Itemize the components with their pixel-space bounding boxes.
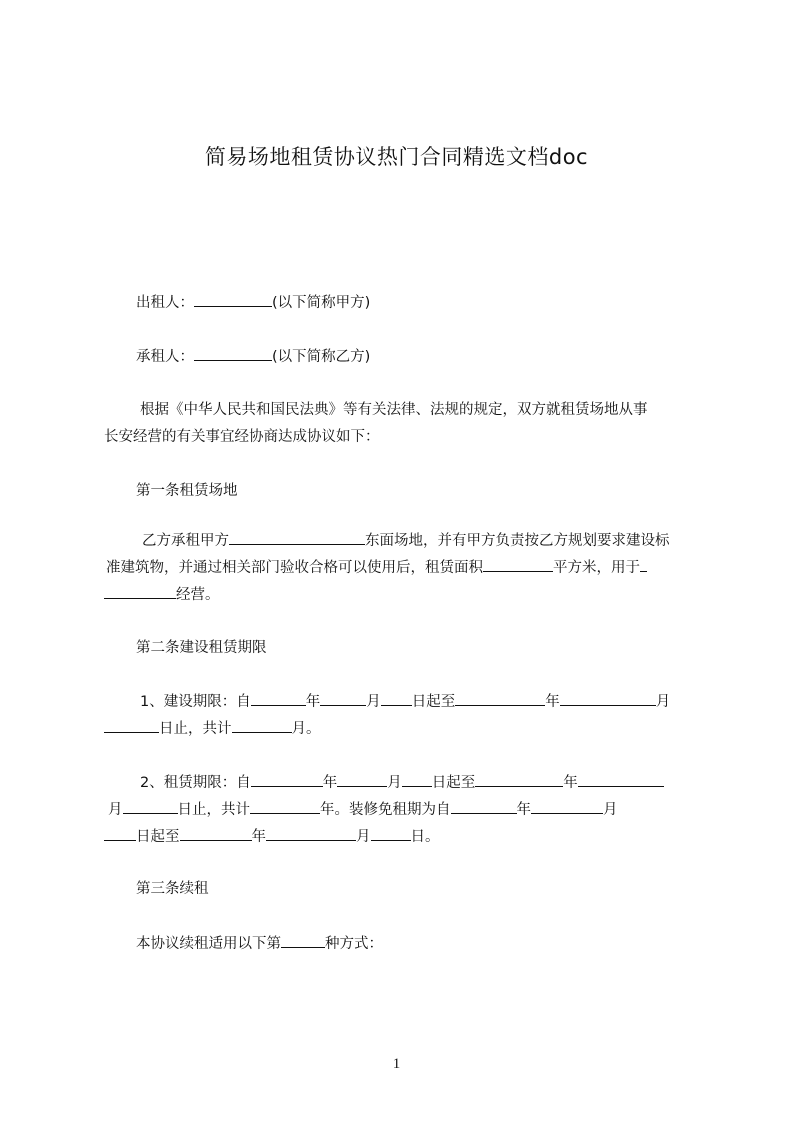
text: 乙方承租甲方 <box>142 533 229 549</box>
blank[interactable] <box>531 799 603 814</box>
option-blank[interactable] <box>281 933 325 948</box>
lessor-blank[interactable] <box>194 292 272 307</box>
area-blank[interactable] <box>483 557 553 572</box>
article-3-heading: 第三条续租 <box>136 881 209 897</box>
text: 月 <box>366 694 381 710</box>
clause-2-line-2 <box>108 799 618 820</box>
article-1-heading: 第一条租赁场地 <box>136 483 238 499</box>
article-3-line-1 <box>136 933 383 954</box>
blank[interactable] <box>232 718 292 733</box>
text: 日。 <box>410 829 440 845</box>
text: 年。装修免租期为自 <box>320 802 451 818</box>
blank[interactable] <box>337 772 387 787</box>
lessee-line <box>136 346 370 367</box>
text: 月 <box>356 829 371 845</box>
usage-blank[interactable] <box>104 584 176 599</box>
text: 年 <box>516 802 531 818</box>
blank[interactable] <box>229 530 365 545</box>
text: 月 <box>603 802 618 818</box>
text: 平方米，用于 <box>553 560 640 576</box>
blank[interactable] <box>104 826 136 841</box>
blank[interactable] <box>180 826 252 841</box>
text: 日起至 <box>431 775 476 791</box>
blank[interactable] <box>578 772 664 787</box>
blank[interactable] <box>320 691 366 706</box>
text: 日止，共计 <box>177 802 250 818</box>
lessor-line <box>136 292 370 313</box>
clause-2-line-3 <box>104 826 440 847</box>
document-title: 简易场地租赁协议热门合同精选文档doc <box>204 145 589 169</box>
text: 本协议续租适用以下第 <box>136 936 281 952</box>
blank[interactable] <box>123 799 178 814</box>
text: 日起至 <box>136 829 180 845</box>
blank[interactable] <box>381 691 412 706</box>
lessor-suffix: (以下简称甲方) <box>272 295 371 311</box>
clause-1-line-2 <box>104 718 321 739</box>
text: 日起至 <box>411 694 456 710</box>
lessee-blank[interactable] <box>194 346 272 361</box>
blank[interactable] <box>451 799 517 814</box>
blank[interactable] <box>475 772 563 787</box>
text: 月 <box>108 802 123 818</box>
blank[interactable] <box>104 718 159 733</box>
clause-1-line-1 <box>140 691 670 712</box>
blank[interactable] <box>402 772 432 787</box>
page-number: 1 <box>392 1056 401 1072</box>
lessee-suffix: (以下简称乙方) <box>272 349 371 365</box>
intro-line-1: 根据《中华人民共和国民法典》等有关法律、法规的规定，双方就租赁场地从事 <box>140 402 648 418</box>
article-1-line-3 <box>104 584 220 605</box>
blank[interactable] <box>455 691 545 706</box>
article-1-line-1 <box>142 530 670 551</box>
blank[interactable] <box>250 799 320 814</box>
text: 种方式： <box>325 936 383 952</box>
blank[interactable] <box>371 826 411 841</box>
text: 年 <box>545 694 560 710</box>
clause-2-line-1 <box>140 772 664 793</box>
article-1-line-2 <box>106 557 647 578</box>
text: 准建筑物，并通过相关部门验收合格可以使用后，租赁面积 <box>106 560 483 576</box>
text: 年 <box>322 775 338 791</box>
blank[interactable] <box>251 691 306 706</box>
text: 月 <box>387 775 402 791</box>
blank[interactable] <box>266 826 356 841</box>
text: 东面场地，并有甲方负责按乙方规划要求建设标 <box>365 533 670 549</box>
text: 经营。 <box>176 587 220 603</box>
text: 1、建设期限：自 <box>140 694 251 710</box>
text: 年 <box>563 775 578 791</box>
text: 月 <box>655 694 671 710</box>
intro-line-2: 长安经营的有关事宜经协商达成协议如下： <box>104 429 380 445</box>
blank[interactable] <box>251 772 323 787</box>
text: 年 <box>305 694 321 710</box>
blank[interactable] <box>560 691 656 706</box>
text: 2、租赁期限：自 <box>140 775 251 791</box>
lessee-label: 承租人： <box>136 349 194 365</box>
article-2-heading: 第二条建设租赁期限 <box>136 640 267 656</box>
text: 月。 <box>291 721 321 737</box>
blank[interactable] <box>640 557 647 572</box>
text: 日止，共计 <box>159 721 232 737</box>
lessor-label: 出租人： <box>136 295 194 311</box>
text: 年 <box>251 829 266 845</box>
